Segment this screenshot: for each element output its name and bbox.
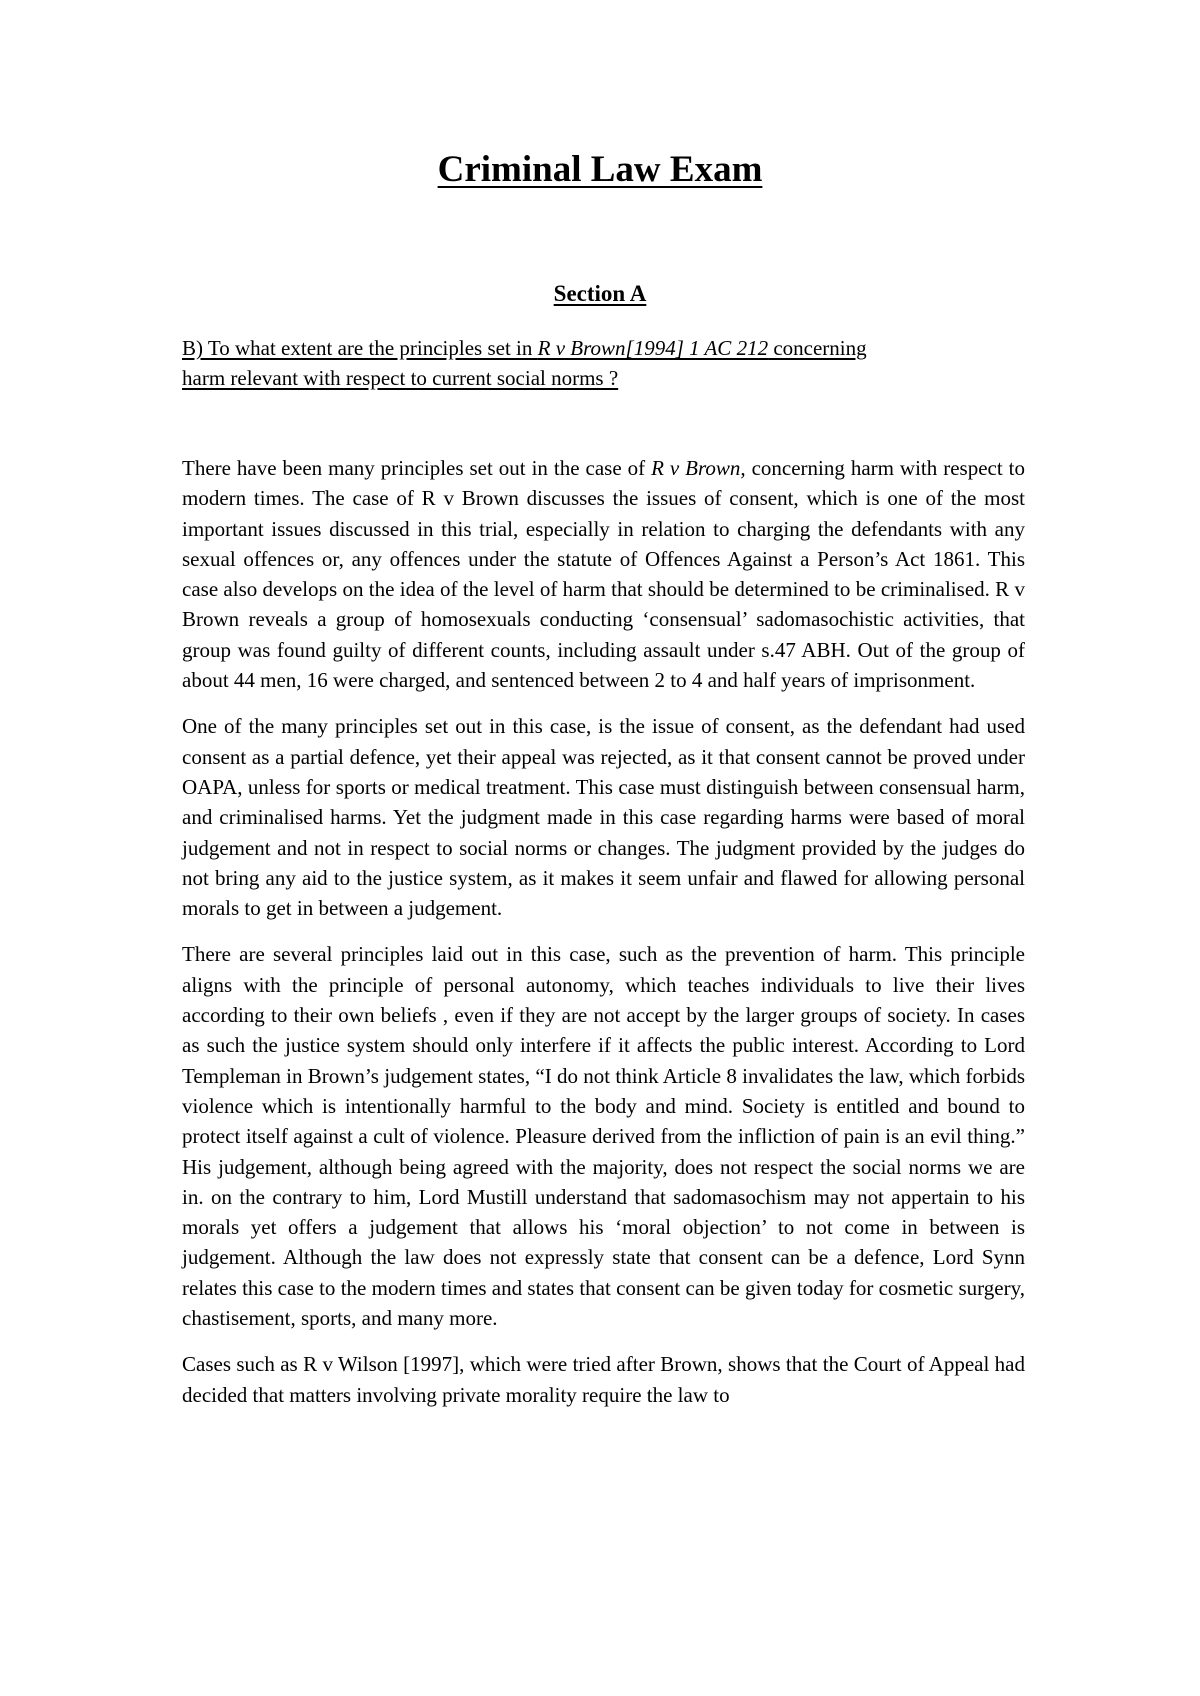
paragraph-2: One of the many principles set out in this case, is the issue of consent, as the defendant had used consent as a partial defence, yet their appeal was rejected, as it that consent cannot be proved under OAPA, unless for sports or medical treatment. This case must distinguish between consensual harm, and criminalised harms. Yet the judgment made in this case regarding harms were based of moral judgement and not in respect to social norms or changes. The judgment provided by the judges do not bring any aid to the justice system, as it makes it seem unfair and flawed for allowing personal morals to get in between a judgement. <box>182 714 1025 921</box>
paragraph-4: Cases such as R v Wilson [1997], which were tried after Brown, shows that the Court of Appeal had decided that matters involving private morality require the law to <box>182 1352 1025 1407</box>
document-title: Criminal Law Exam <box>437 149 763 190</box>
question-line-2: harm relevant with respect to current social norms ? <box>182 366 619 390</box>
question-line1-suffix: concerning <box>768 336 867 360</box>
exam-question <box>182 333 1022 393</box>
question-case-citation: R v Brown[1994] 1 AC 212 <box>537 336 769 360</box>
section-heading: Section A <box>553 281 647 306</box>
paragraph-1-case-name: R v Brown, <box>651 456 746 480</box>
paragraph-1-rest: concerning harm with respect to modern times. The case of R v Brown discusses the issues of consent, which is one of the most important issues discussed in this trial, especially in relation to charging the defendants with any sexual offences or, any offences under the statute of Offences Against a Person’s Act 1861. This case also develops on the idea of the level of harm that should be determined to be criminalised. R v Brown reveals a group of homosexuals conducting ‘consensual’ sadomasochistic activities, that group was found guilty of different counts, including assault under s.47 ABH. Out of the group of about 44 men, 16 were charged, and sentenced between 2 to 4 and half years of imprisonment. <box>182 456 1025 693</box>
question-line-1 <box>182 333 1022 363</box>
paragraph-1 <box>182 453 1025 695</box>
paragraph-3: There are several principles laid out in this case, such as the prevention of harm. This principle aligns with the principle of personal autonomy, which teaches individuals to live their lives according to their own beliefs , even if they are not accept by the larger groups of society. In cases as such the justice system should only interfere if it affects the public interest. According to Lord Templeman in Brown’s judgement states, “I do not think Article 8 invalidates the law, which forbids violence which is intentionally harmful to the body and mind. Society is entitled and bound to protect itself against a cult of violence. Pleasure derived from the infliction of pain is an evil thing.” His judgement, although being agreed with the majority, does not respect the social norms we are in. on the contrary to him, Lord Mustill understand that sadomasochism may not appertain to his morals yet offers a judgement that allows his ‘moral objection’ to not come in between is judgement. Although the law does not expressly state that consent can be a defence, Lord Synn relates this case to the modern times and states that consent can be given today for cosmetic surgery, chastisement, sports, and many more. <box>182 942 1025 1331</box>
essay-body <box>182 453 1025 1410</box>
paragraph-1-start: There have been many principles set out in the case of <box>182 456 652 480</box>
question-prefix: B) To what extent are the principles set in <box>182 336 538 360</box>
